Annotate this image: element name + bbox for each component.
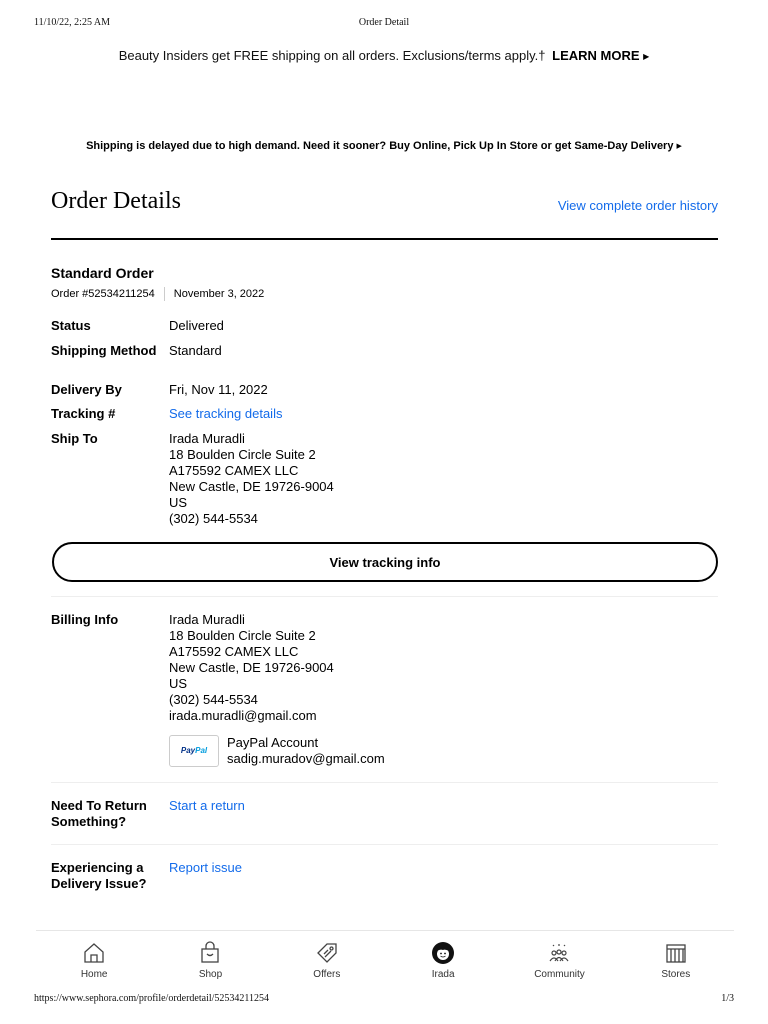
caret-right-icon: ▶ xyxy=(676,143,682,150)
divider xyxy=(51,782,718,783)
paypal-logo-pay: Pay xyxy=(180,746,196,755)
order-history-link[interactable]: View complete order history xyxy=(557,198,718,213)
order-meta xyxy=(51,287,264,301)
order-type: Standard Order xyxy=(51,265,154,281)
shipping-delay-text: Shipping is delayed due to high demand. Need it sooner? Buy Online, Pick Up In Store or get Same-Day Delivery xyxy=(86,140,674,152)
page-header xyxy=(51,188,718,240)
shipping-method-value: Standard xyxy=(169,343,222,358)
offers-tag-icon xyxy=(315,941,339,965)
payment-method xyxy=(51,735,718,769)
promo-banner-text: Beauty Insiders get FREE shipping on all orders. Exclusions/terms apply.† xyxy=(118,48,546,63)
order-number: Order #52534211254 xyxy=(51,288,155,300)
ship-to-address xyxy=(169,431,334,527)
order-date: November 3, 2022 xyxy=(173,288,265,300)
billing-address xyxy=(169,612,334,724)
status-value: Delivered xyxy=(169,318,224,333)
payment-method-name: PayPal Account xyxy=(227,735,319,750)
view-tracking-button[interactable]: View tracking info xyxy=(52,542,718,582)
ship-to-line2: A175592 CAMEX LLC xyxy=(169,463,299,478)
caret-right-icon: ▶ xyxy=(643,52,650,61)
delivery-issue-label: Experiencing a Delivery Issue? xyxy=(51,860,147,891)
tracking-label: Tracking # xyxy=(51,406,116,421)
print-header xyxy=(34,17,734,31)
ship-to-name: Irada Muradli xyxy=(169,431,245,446)
nav-stores[interactable] xyxy=(618,931,734,986)
billing-email: irada.muradli@gmail.com xyxy=(169,708,317,723)
nav-label: Shop xyxy=(198,969,223,980)
shipping-method-label: Shipping Method xyxy=(51,343,157,358)
divider xyxy=(164,287,165,301)
divider xyxy=(51,844,718,845)
nav-offers[interactable] xyxy=(269,931,385,986)
paypal-logo-pal: Pal xyxy=(195,746,208,755)
print-url: https://www.sephora.com/profile/orderdetail/52534211254 xyxy=(34,993,270,1004)
nav-label: Irada xyxy=(431,969,455,980)
stores-icon xyxy=(664,941,688,965)
delivery-by-label: Delivery By xyxy=(51,382,122,397)
billing-name: Irada Muradli xyxy=(169,612,245,627)
nav-profile[interactable] xyxy=(385,931,501,986)
payment-details xyxy=(227,735,385,767)
ship-to-label: Ship To xyxy=(51,431,98,446)
ship-to-country: US xyxy=(169,495,188,510)
billing-line1: 18 Boulden Circle Suite 2 xyxy=(169,628,316,643)
nav-community[interactable] xyxy=(501,931,617,986)
home-icon xyxy=(82,941,106,965)
shop-bag-icon xyxy=(198,941,222,965)
nav-label: Offers xyxy=(313,969,341,980)
divider xyxy=(51,596,718,597)
print-datetime: 11/10/22, 2:25 AM xyxy=(34,17,111,28)
billing-label: Billing Info xyxy=(51,612,119,627)
start-return-link[interactable]: Start a return xyxy=(169,798,245,813)
billing-country: US xyxy=(169,676,188,691)
nav-home[interactable] xyxy=(36,931,152,986)
payment-email: sadig.muradov@gmail.com xyxy=(227,751,385,766)
status-label: Status xyxy=(51,318,91,333)
avatar-icon xyxy=(431,941,455,965)
nav-label: Community xyxy=(534,969,585,980)
nav-label: Home xyxy=(80,969,108,980)
paypal-logo xyxy=(169,735,219,767)
nav-label: Stores xyxy=(661,969,691,980)
print-title: Order Detail xyxy=(358,17,410,28)
page-title: Order Details xyxy=(51,188,181,214)
tracking-details-link[interactable]: See tracking details xyxy=(169,406,283,421)
ship-to-line1: 18 Boulden Circle Suite 2 xyxy=(169,447,316,462)
bottom-nav xyxy=(36,930,734,986)
nav-shop[interactable] xyxy=(152,931,268,986)
billing-phone: (302) 544-5534 xyxy=(169,692,258,707)
learn-more-link[interactable]: LEARN MORE ▶ xyxy=(552,48,650,63)
ship-to-phone: (302) 544-5534 xyxy=(169,511,258,526)
print-page-number: 1/3 xyxy=(721,993,734,1004)
ship-to-city: New Castle, DE 19726-9004 xyxy=(169,479,334,494)
report-issue-link[interactable]: Report issue xyxy=(169,860,242,875)
billing-line2: A175592 CAMEX LLC xyxy=(169,644,299,659)
delivery-by-value: Fri, Nov 11, 2022 xyxy=(169,382,268,397)
shipping-delay-notice[interactable] xyxy=(0,140,768,152)
promo-banner xyxy=(0,48,768,63)
billing-city: New Castle, DE 19726-9004 xyxy=(169,660,334,675)
return-label: Need To Return Something? xyxy=(51,798,147,829)
payment-method-block xyxy=(169,735,469,769)
community-icon xyxy=(547,941,571,965)
